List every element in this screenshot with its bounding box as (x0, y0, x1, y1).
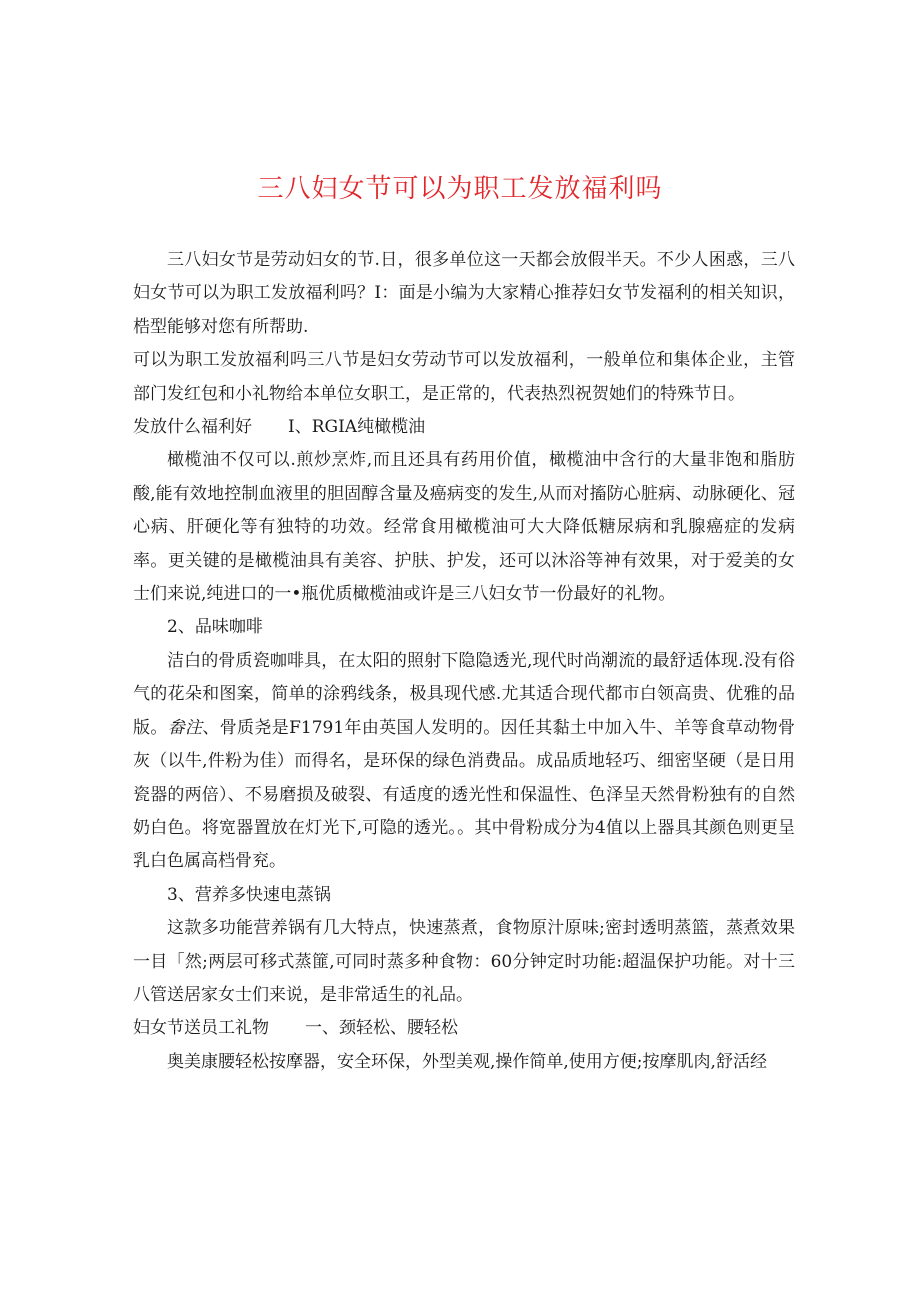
item2-body-part-b: 、骨质尧是F1791年由英国人发明的。因任其黏土中加入牛、羊等食草动物骨灰（以牛,件粉为佳）而得名，是环保的绿色消费品。成品质地轻巧、细密坚硬（是日用瓷器的两倍）、不易磨损及破裂、有适度的透光性和保温性、色泽呈天然骨粉独有的自然奶白色。将宽器置放在灯光下,可隐的透光。。其中骨粉成分为4值以上器具其颜色则更呈乳白色属高档骨兖。 (133, 717, 796, 872)
item1-title: I、RGIA纯橄榄油 (288, 417, 426, 438)
item4-body: 奥美康腰轻松按摩器，安全环保，外型美观,操作简单,使用方便;按摩肌肉,舒活经 (167, 1051, 767, 1072)
document-body (133, 244, 795, 1079)
section2-label: 妇女节送员工礼物 (133, 1018, 269, 1039)
answer-paragraph: 可以为职工发放福利吗三八节是妇女劳动节可以发放福利，一般单位和集体企业，主管部门发红包和小礼物给本单位女职工，是正常的，代表热烈祝贺她们的特殊节日。 (133, 350, 795, 404)
item4-title: 一、颈轻松、腰轻松 (305, 1018, 458, 1039)
item2-body-italic-note: 畚注 (167, 717, 203, 738)
item1-body: 橄榄油不仅可以.煎炒烹炸,而且还具有药用价值，橄榄油中含行的大量非饱和脂肪酸,能有效地控制血液里的胆固醇含量及癌病变的发生,从而对搐防心脏病、动脉硬化、冠心病、肝硬化等有独特的功效。经常食用橄榄油可大大降低糖尿病和乳腺癌症的发病率。更关键的是橄榄油具有美容、护肤、护发，还可以沐浴等神有效果，对于爱美的女士们来说,纯进口的一•瓶优质橄榄油或许是三八妇女节一份最好的礼物。 (133, 450, 795, 605)
section-heading-gifts (133, 1012, 795, 1045)
item3-body: 这款多功能营养锅有几大特点，快速蒸煮，食物原汁原味;密封透明蒸篮，蒸煮效果一目「然;两层可移式蒸篚,可同时蒸多种食物：60分钟定时功能:超温保护功能。对十三八管送居家女士们来说，是非常适生的礼品。 (133, 918, 795, 1005)
document-title: 三八妇女节可以为职工发放福利吗 (257, 174, 663, 204)
section1-label: 发放什么福利好 (133, 417, 252, 438)
item2-title: 2、品味咖啡 (167, 617, 263, 638)
section-heading-welfare (133, 411, 795, 444)
item2-body-part-a: 洁白的骨质瓷咖啡具，在太阳的照射下隐隐透光,现代时尚潮流的最舒适体现.没有俗气的花朵和图案，简单的涂鸦线条，极具现代感.尤其适合现代都市白领高贵、优雅的品版。 (133, 650, 795, 738)
item3-title: 3、营养多快速电蒸锅 (167, 884, 331, 905)
intro-paragraph: 三八妇女节是劳动妇女的节.日，很多单位这一天都会放假半天。不少人困惑，三八妇女节可以为职工发放福利吗？I：面是小编为大家精心推荐妇女节发福利的相关知识，梏型能够对您有所帮助. (133, 250, 795, 337)
item2-body (133, 645, 795, 879)
